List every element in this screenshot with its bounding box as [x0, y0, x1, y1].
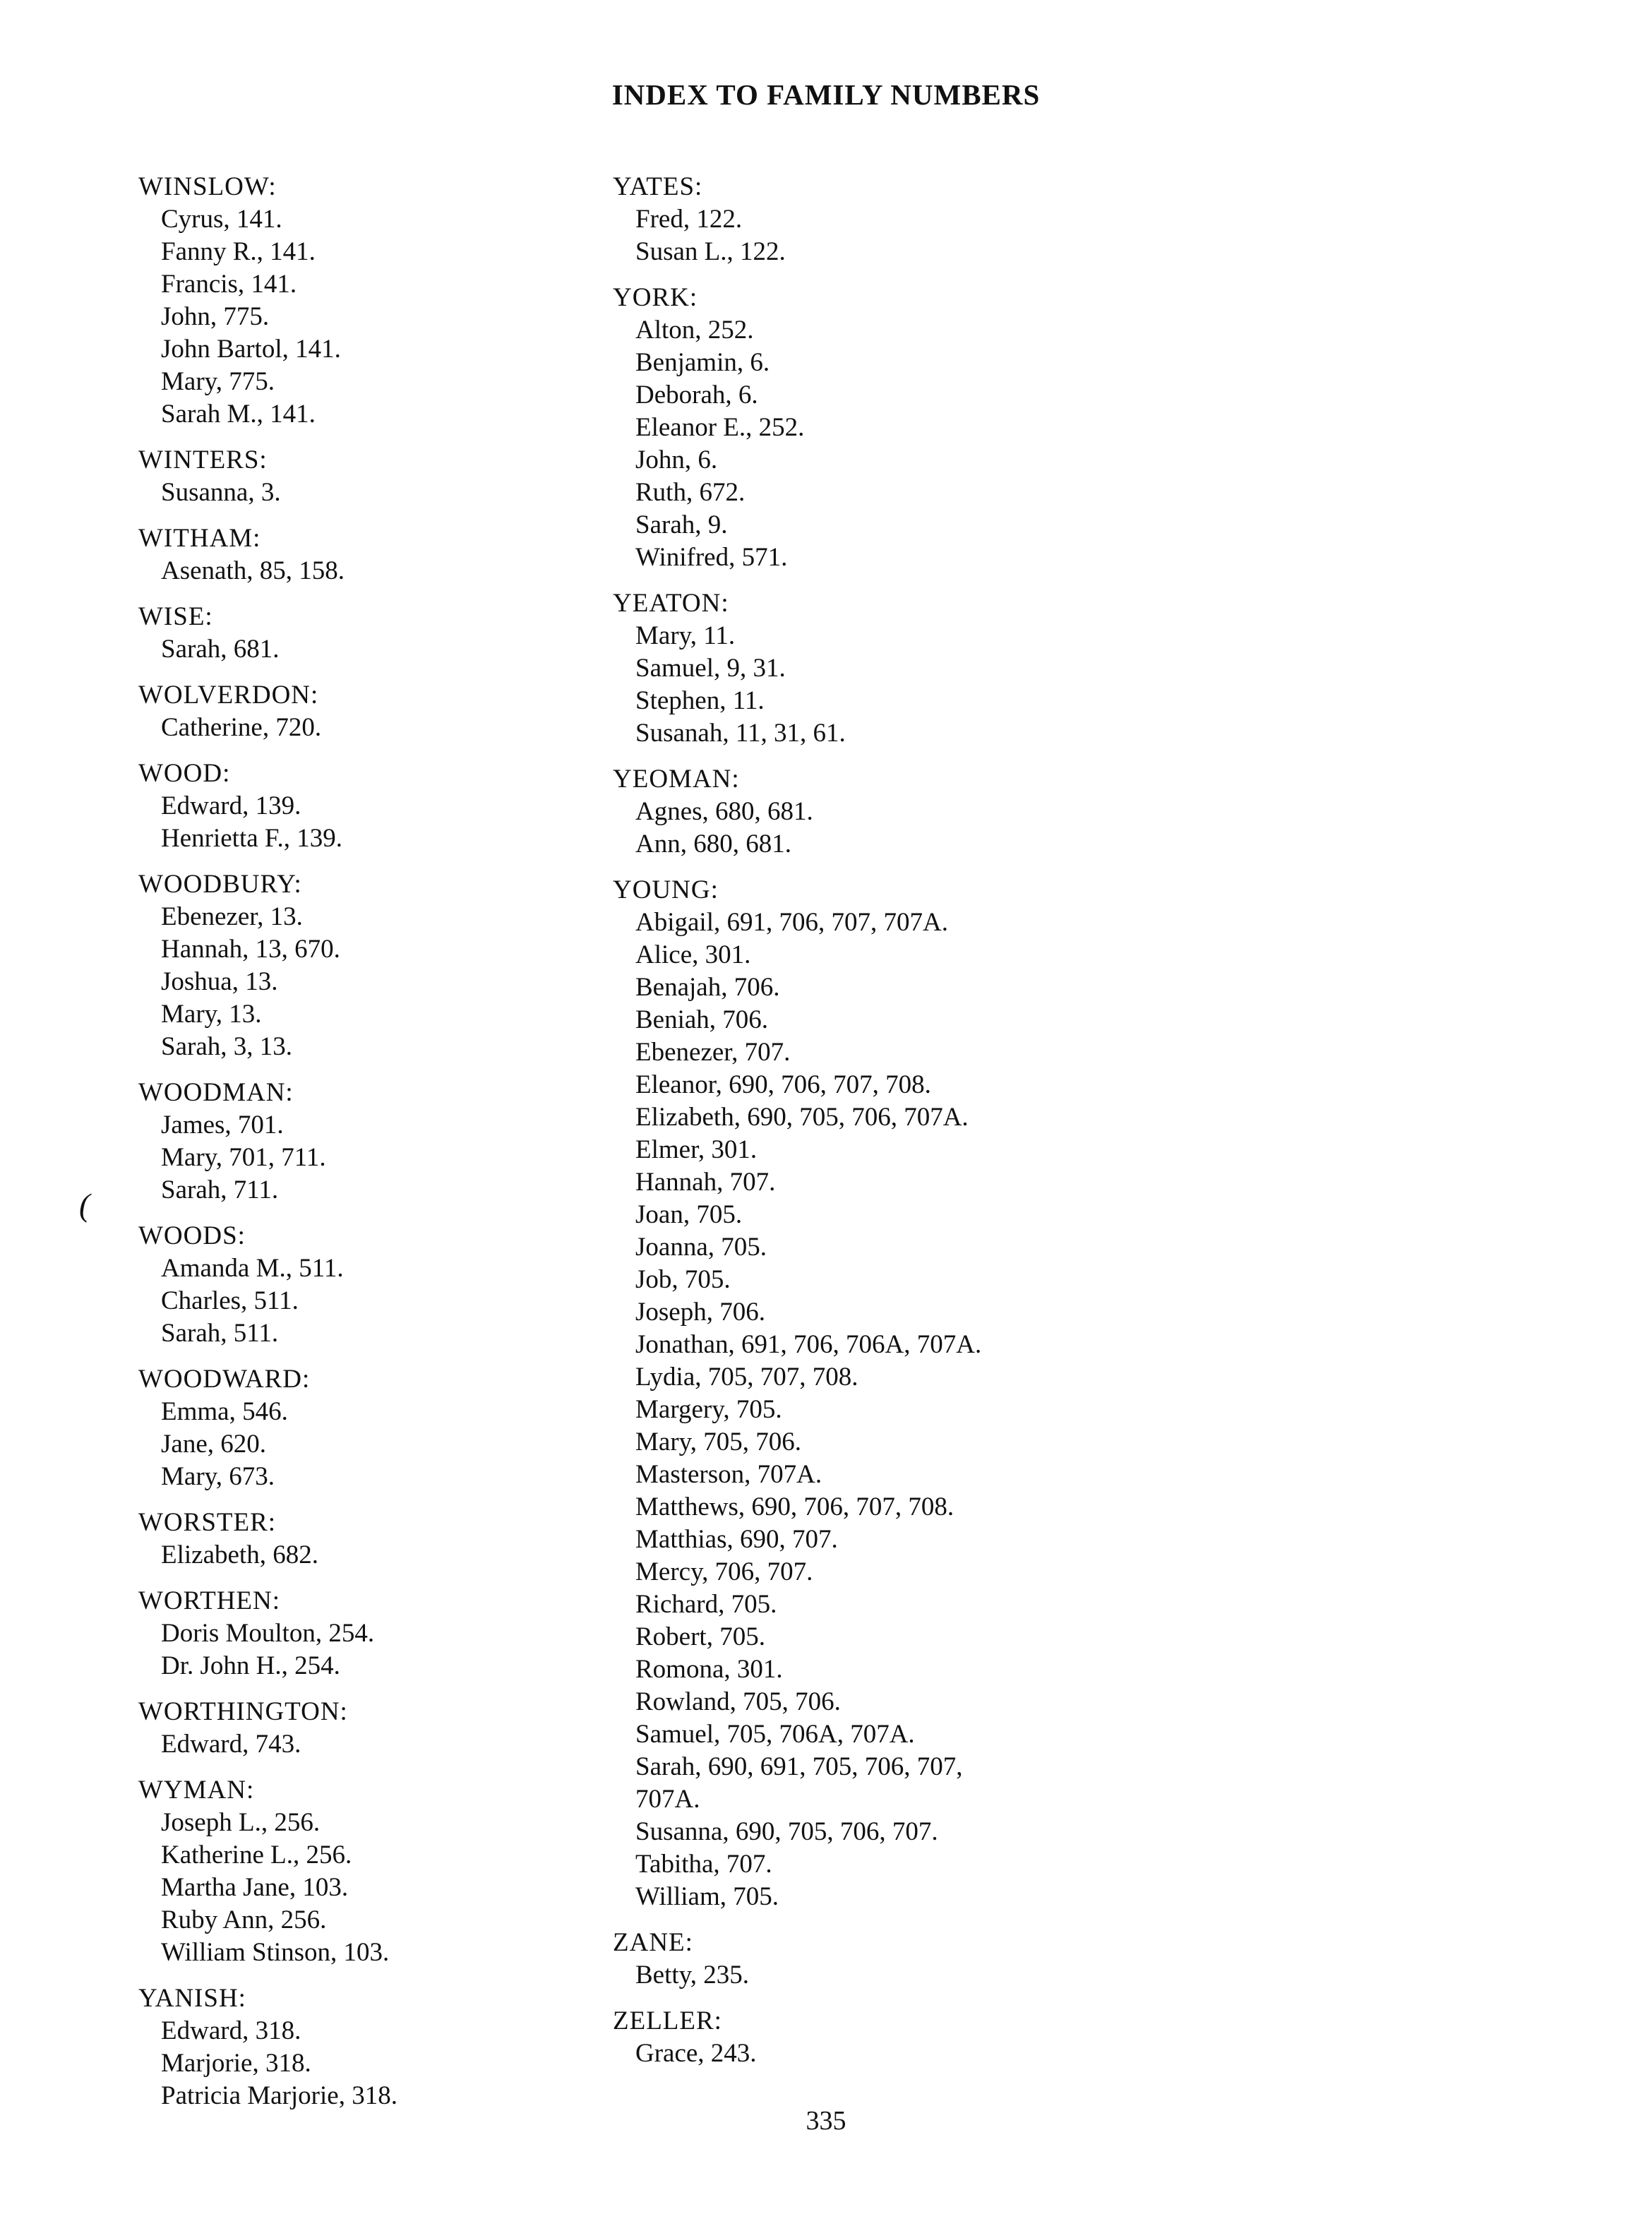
- index-entry: Joshua, 13.: [161, 967, 278, 996]
- index-entry: Henrietta F., 139.: [161, 824, 343, 853]
- page-number: 335: [806, 2106, 846, 2136]
- family-group: [138, 1585, 675, 1682]
- index-entry: Emma, 546.: [161, 1397, 288, 1426]
- family-group: [613, 587, 1149, 750]
- surname-heading: YEOMAN:: [613, 765, 740, 794]
- index-entry: Samuel, 9, 31.: [635, 654, 786, 683]
- index-entry: Ruby Ann, 256.: [161, 1905, 327, 1934]
- index-entry: Susan L., 122.: [635, 237, 786, 266]
- index-entry: Fanny R., 141.: [161, 237, 316, 266]
- family-group: [138, 1774, 675, 1969]
- index-entry: William, 705.: [635, 1882, 779, 1911]
- surname-heading: WORTHINGTON:: [138, 1697, 348, 1726]
- index-entry: Cyrus, 141.: [161, 205, 282, 234]
- index-entry: Beniah, 706.: [635, 1005, 769, 1034]
- index-entry: Eleanor E., 252.: [635, 413, 805, 442]
- index-entry: Elmer, 301.: [635, 1135, 758, 1164]
- family-group: [138, 444, 675, 509]
- index-entry: Hannah, 13, 670.: [161, 935, 340, 964]
- index-entry: Mary, 701, 711.: [161, 1143, 326, 1172]
- index-entry: Richard, 705.: [635, 1590, 777, 1619]
- index-entry: Agnes, 680, 681.: [635, 797, 813, 826]
- index-entry: Job, 705.: [635, 1265, 731, 1294]
- index-entry: John, 6.: [635, 445, 718, 474]
- family-group: [138, 1220, 675, 1350]
- index-entry: Mary, 673.: [161, 1462, 275, 1491]
- family-group: [138, 1696, 675, 1761]
- index-entry: Sarah, 9.: [635, 510, 728, 539]
- index-column-left: [138, 171, 675, 2126]
- index-entry: Ann, 680, 681.: [635, 830, 791, 858]
- family-group: [613, 2005, 1149, 2070]
- index-entry: Fred, 122.: [635, 205, 743, 234]
- index-entry: William Stinson, 103.: [161, 1938, 390, 1967]
- family-group: [138, 1982, 675, 2112]
- index-entry: Sarah M., 141.: [161, 400, 316, 429]
- index-entry: Mary, 13.: [161, 1000, 262, 1029]
- family-group: [138, 758, 675, 855]
- index-entry: Joseph, 706.: [635, 1298, 765, 1327]
- index-entry: Asenath, 85, 158.: [161, 556, 345, 585]
- index-entry: Joanna, 705.: [635, 1233, 767, 1262]
- index-entry: Martha Jane, 103.: [161, 1873, 349, 1902]
- index-entry: Edward, 139.: [161, 791, 301, 820]
- index-entry: Francis, 141.: [161, 270, 297, 299]
- index-entry: Romona, 301.: [635, 1655, 783, 1684]
- index-entry: Benajah, 706.: [635, 973, 780, 1002]
- surname-heading: WOODMAN:: [138, 1078, 294, 1107]
- index-entry: Catherine, 720.: [161, 713, 322, 742]
- index-entry: Margery, 705.: [635, 1395, 782, 1424]
- index-entry: Samuel, 705, 706A, 707A.: [635, 1720, 915, 1749]
- index-entry: Rowland, 705, 706.: [635, 1687, 841, 1716]
- index-entry: Mary, 11.: [635, 621, 736, 650]
- index-entry: Marjorie, 318.: [161, 2049, 311, 2078]
- index-entry: Amanda M., 511.: [161, 1254, 344, 1283]
- surname-heading: WYMAN:: [138, 1776, 255, 1805]
- index-entry: Sarah, 511.: [161, 1319, 279, 1348]
- index-entry: Deborah, 6.: [635, 381, 758, 409]
- index-entry: Susanah, 11, 31, 61.: [635, 719, 846, 748]
- surname-heading: ZANE:: [613, 1928, 693, 1957]
- index-entry: Jane, 620.: [161, 1430, 266, 1459]
- index-entry: Katherine L., 256.: [161, 1841, 352, 1869]
- surname-heading: WOODWARD:: [138, 1365, 311, 1394]
- index-entry: Hannah, 707.: [635, 1168, 776, 1197]
- index-entry: Masterson, 707A.: [635, 1460, 822, 1489]
- index-entry: 707A.: [635, 1785, 700, 1814]
- index-entry: Susanna, 3.: [161, 478, 281, 507]
- index-entry: Sarah, 690, 691, 705, 706, 707,: [635, 1752, 963, 1781]
- surname-heading: WOODBURY:: [138, 870, 302, 899]
- index-entry: Edward, 318.: [161, 2016, 301, 2045]
- surname-heading: ZELLER:: [613, 2006, 722, 2035]
- index-entry: John, 775.: [161, 302, 270, 331]
- index-entry: Eleanor, 690, 706, 707, 708.: [635, 1070, 931, 1099]
- surname-heading: YATES:: [613, 172, 703, 201]
- index-entry: Robert, 705.: [635, 1622, 765, 1651]
- index-column-right: [613, 171, 1149, 2083]
- index-entry: Matthews, 690, 706, 707, 708.: [635, 1492, 954, 1521]
- surname-heading: WOODS:: [138, 1221, 246, 1250]
- index-entry: Ruth, 672.: [635, 478, 746, 507]
- page-title: INDEX TO FAMILY NUMBERS: [611, 78, 1041, 111]
- surname-heading: WISE:: [138, 602, 213, 631]
- index-entry: Mercy, 706, 707.: [635, 1557, 813, 1586]
- index-entry: Winifred, 571.: [635, 543, 788, 572]
- family-group: [613, 763, 1149, 861]
- surname-heading: WITHAM:: [138, 524, 261, 553]
- index-entry: John Bartol, 141.: [161, 335, 341, 364]
- family-group: [138, 522, 675, 587]
- index-entry: Susanna, 690, 705, 706, 707.: [635, 1817, 938, 1846]
- index-entry: Sarah, 3, 13.: [161, 1032, 292, 1061]
- family-group: [138, 679, 675, 744]
- index-entry: Elizabeth, 682.: [161, 1540, 318, 1569]
- family-group: [138, 601, 675, 666]
- family-group: [138, 1363, 675, 1493]
- index-entry: Dr. John H., 254.: [161, 1651, 340, 1680]
- index-entry: Charles, 511.: [161, 1286, 299, 1315]
- surname-heading: WOLVERDON:: [138, 681, 319, 710]
- index-entry: Jonathan, 691, 706, 706A, 707A.: [635, 1330, 982, 1359]
- family-group: [138, 1077, 675, 1207]
- surname-heading: WOOD:: [138, 759, 231, 788]
- index-entry: Tabitha, 707.: [635, 1850, 772, 1879]
- index-entry: Matthias, 690, 707.: [635, 1525, 838, 1554]
- surname-heading: YORK:: [613, 283, 698, 312]
- family-group: [138, 171, 675, 431]
- family-group: [613, 171, 1149, 268]
- index-entry: Alton, 252.: [635, 316, 754, 345]
- family-group: [138, 1507, 675, 1572]
- index-entry: Sarah, 711.: [161, 1175, 279, 1204]
- surname-heading: WORSTER:: [138, 1508, 277, 1537]
- stray-pencil-mark: (: [79, 1187, 90, 1223]
- surname-heading: WINTERS:: [138, 445, 268, 474]
- surname-heading: WORTHEN:: [138, 1586, 281, 1615]
- index-entry: Sarah, 681.: [161, 635, 280, 664]
- family-group: [613, 874, 1149, 1913]
- index-entry: Abigail, 691, 706, 707, 707A.: [635, 908, 948, 937]
- index-entry: Benjamin, 6.: [635, 348, 770, 377]
- surname-heading: YEATON:: [613, 589, 729, 618]
- index-entry: Lydia, 705, 707, 708.: [635, 1363, 858, 1392]
- index-entry: Ebenezer, 13.: [161, 902, 303, 931]
- index-entry: Mary, 705, 706.: [635, 1428, 801, 1456]
- index-entry: Patricia Marjorie, 318.: [161, 2081, 397, 2110]
- index-entry: Edward, 743.: [161, 1730, 301, 1759]
- surname-heading: YOUNG:: [613, 875, 719, 904]
- index-entry: Ebenezer, 707.: [635, 1038, 791, 1067]
- index-entry: Alice, 301.: [635, 940, 751, 969]
- family-group: [138, 868, 675, 1063]
- index-entry: James, 701.: [161, 1111, 284, 1139]
- index-entry: Grace, 243.: [635, 2039, 757, 2068]
- index-entry: Mary, 775.: [161, 367, 275, 396]
- index-entry: Betty, 235.: [635, 1961, 750, 1989]
- index-entry: Stephen, 11.: [635, 686, 765, 715]
- index-entry: Doris Moulton, 254.: [161, 1619, 375, 1648]
- surname-heading: YANISH:: [138, 1984, 246, 2013]
- index-entry: Elizabeth, 690, 705, 706, 707A.: [635, 1103, 969, 1132]
- family-group: [613, 1927, 1149, 1992]
- surname-heading: WINSLOW:: [138, 172, 277, 201]
- family-group: [613, 282, 1149, 574]
- index-entry: Joan, 705.: [635, 1200, 743, 1229]
- index-entry: Joseph L., 256.: [161, 1808, 321, 1837]
